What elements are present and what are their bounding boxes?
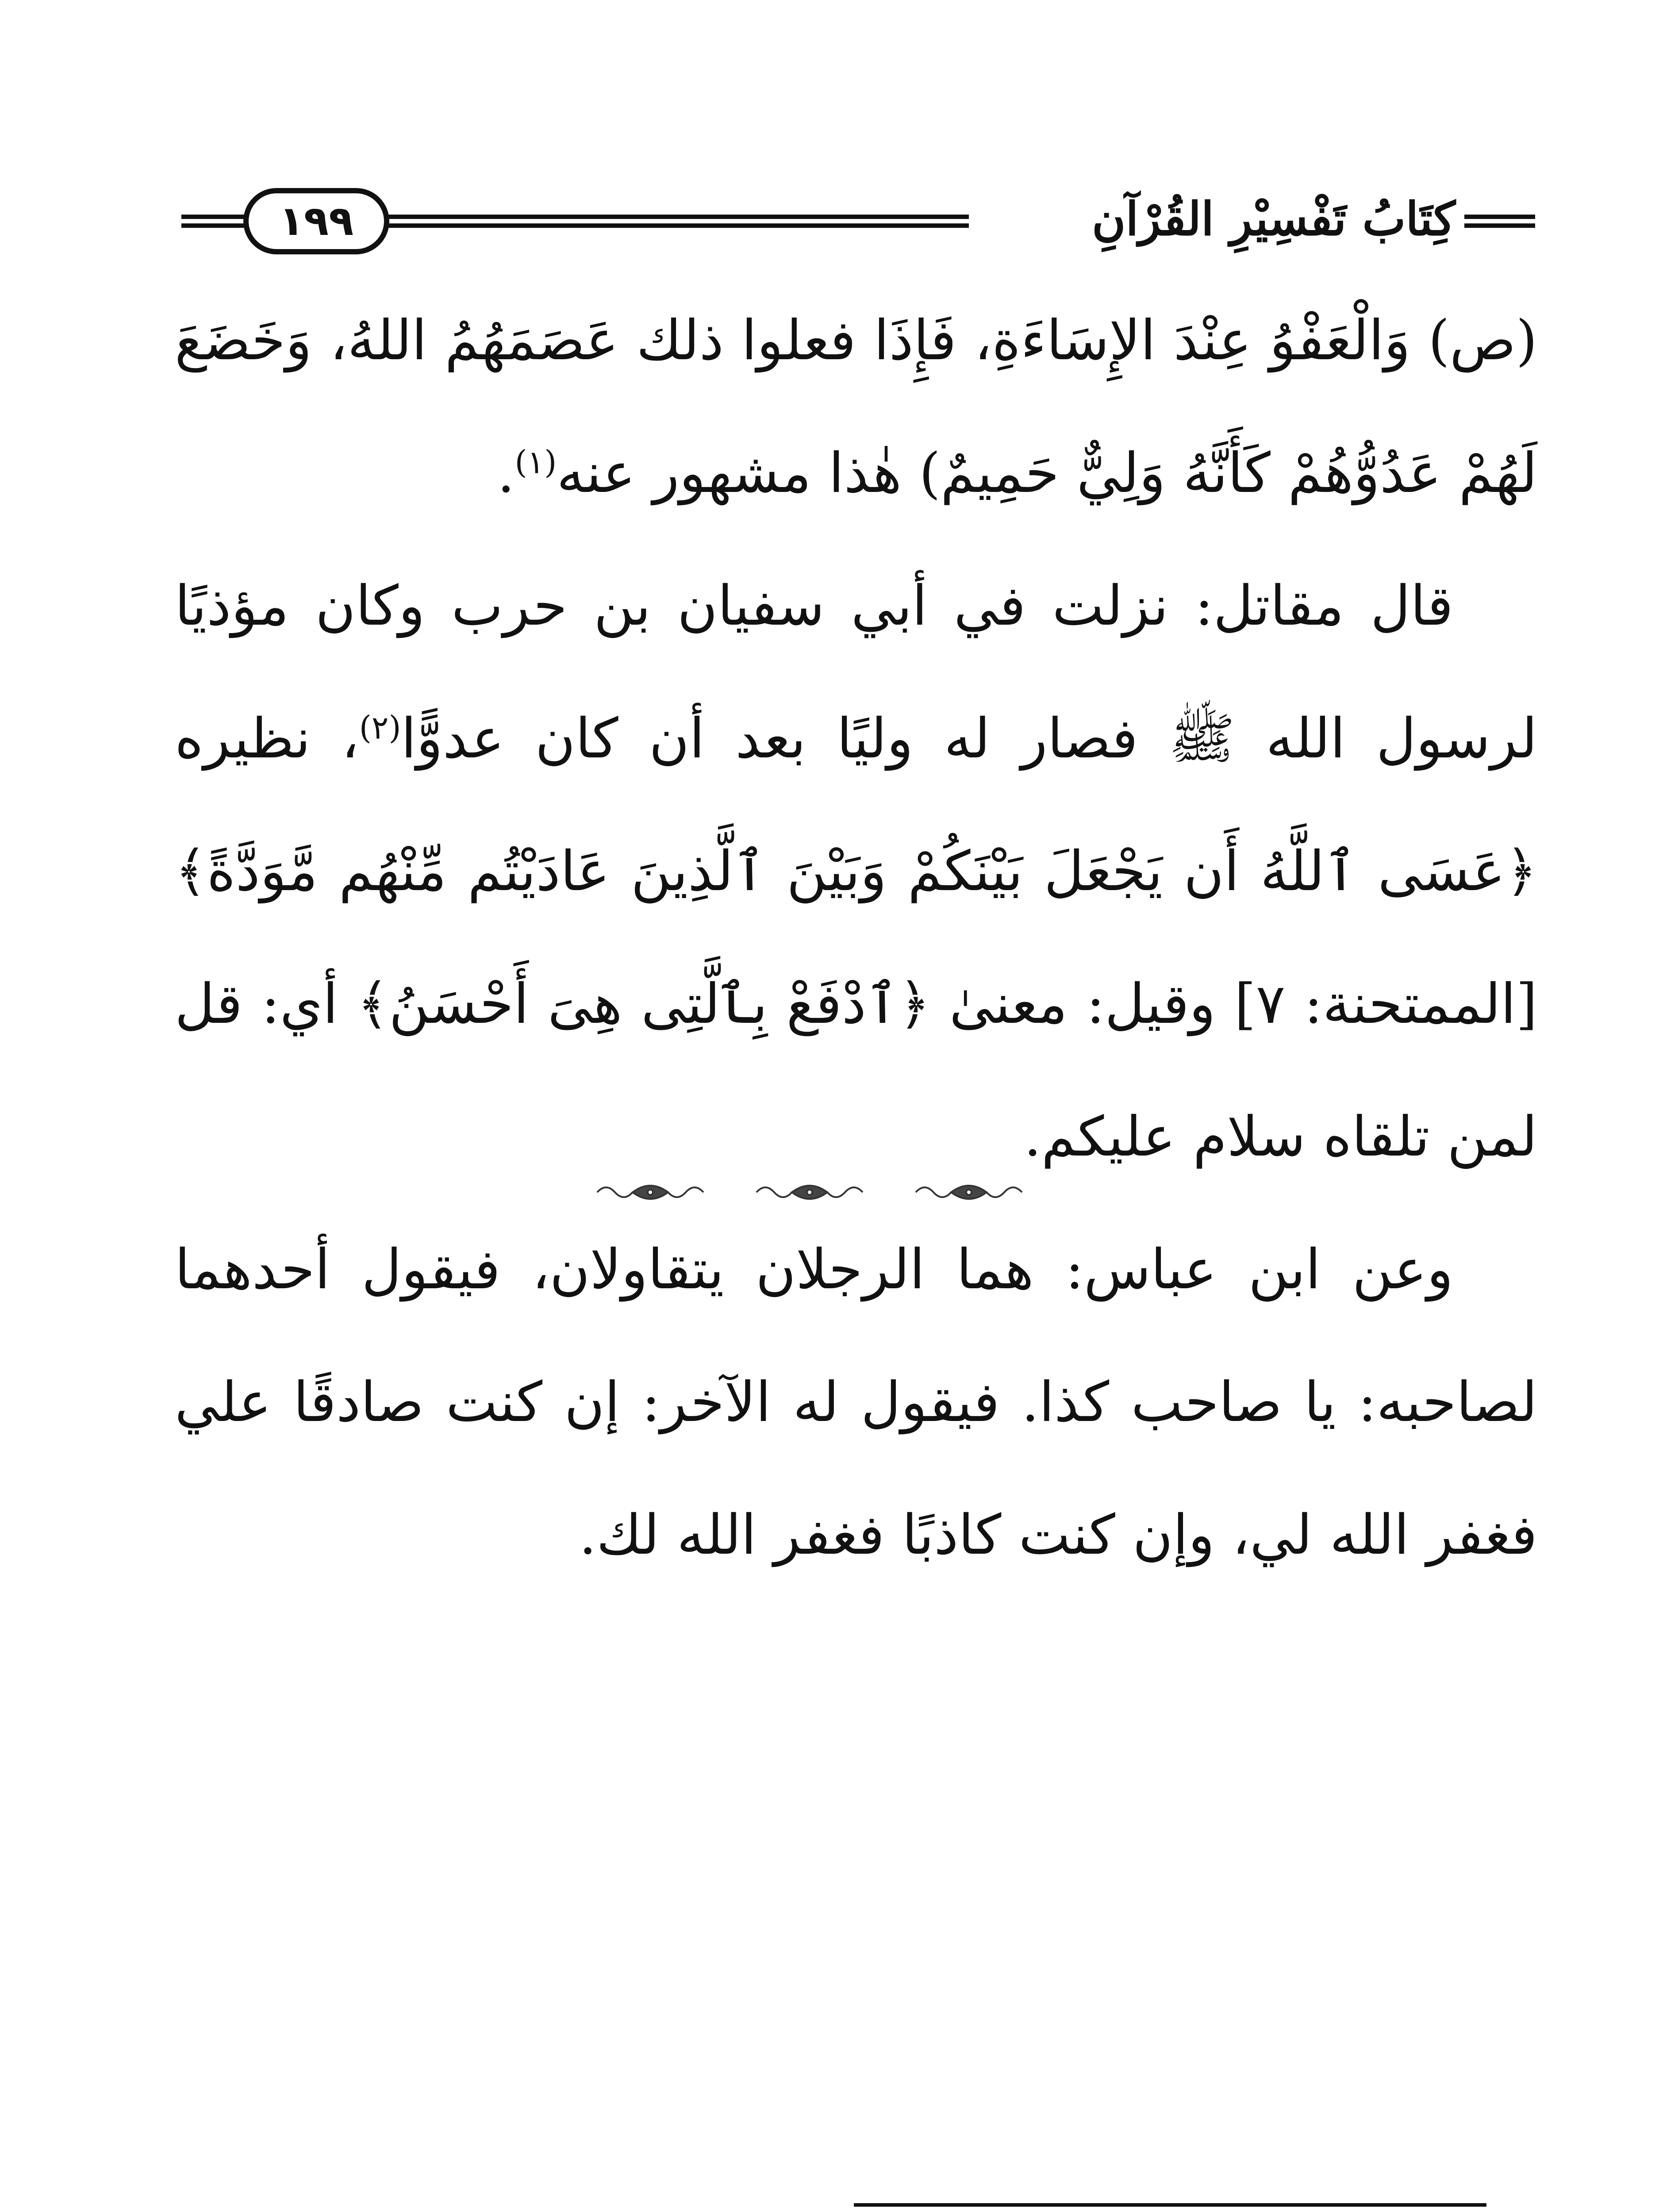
paragraph-1-text: (ص) وَالْعَفْوُ عِنْدَ الإِسَاءَةِ، فَإِذَا فعلوا ذلك عَصَمَهُمُ اللهُ، وَخَضَعَ لَهُمْ عَدُوُّهُمْ كَأَنَّهُ وَلِيٌّ حَمِيمٌ) هٰذا مشهور عنه <box>175 309 1537 505</box>
page-number: ١٩٩ <box>279 197 354 245</box>
paragraph-3 <box>175 1203 1537 1601</box>
footnote-separator <box>854 2203 1486 2207</box>
ornament-motif-1 <box>597 1186 703 1199</box>
header-rule-right <box>1464 215 1535 228</box>
paragraph-2-text-b: ، نظيره ﴿عَسَى ٱللَّهُ أَن يَجْعَلَ بَيْنَكُمْ وَبَيْنَ ٱلَّذِينَ عَادَيْتُم مِّنْهُم مَّوَدَّةً﴾ [الممتحنة: ٧] وقيل: معنىٰ ﴿ٱدْفَعْ بِٱلَّتِى هِىَ أَحْسَنُ﴾ أي: قل لمن تلقاه سلام عليكم. <box>175 707 1538 1169</box>
paragraph-1-end: . <box>497 442 515 505</box>
paragraph-3-text: وعن ابن عباس: هما الرجلان يتقاولان، فيقول أحدهما لصاحبه: يا صاحب كذا. فيقول له الآخر: إن كنت صادقًا علي فغفر الله لي، وإن كنت كاذبًا فغفر الله لك. <box>175 1238 1537 1567</box>
ornament-divider <box>588 1179 1062 1206</box>
paragraph-2-text-a: قال مقاتل: نزلت في أبي سفيان بن حرب وكان مؤذيًا لرسول الله ﷺ فصار له وليًا بعد أن كان عدوًّا <box>175 574 1537 771</box>
running-title: كِتَابُ تَفْسِيْرِ القُرْآنِ <box>1092 192 1455 246</box>
ornament-motif-3 <box>916 1186 1022 1199</box>
header-rule-left <box>385 215 969 228</box>
ornament-motif-2 <box>757 1186 863 1199</box>
page-number-frame <box>243 188 389 254</box>
main-text <box>175 274 1537 1601</box>
header-rule-left-outer <box>181 215 248 228</box>
page-header <box>181 177 1535 265</box>
paragraph-1 <box>175 274 1537 540</box>
footnote-ref-2: (٢) <box>359 709 401 746</box>
paragraph-2 <box>175 540 1537 1203</box>
footnote-ref-1: (١) <box>515 443 557 481</box>
